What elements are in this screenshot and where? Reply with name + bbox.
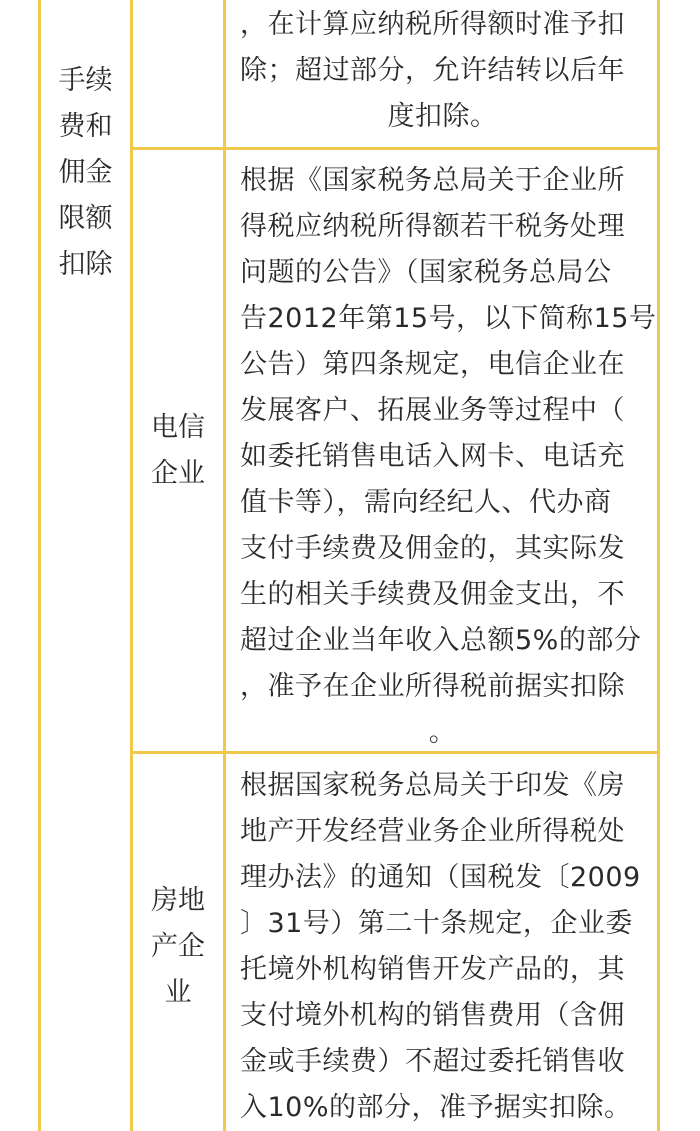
content-line: 度扣除。 [387, 101, 498, 132]
row-label-line: 业 [164, 977, 192, 1008]
content-line: 托境外机构销售开发产品的，其 [240, 954, 625, 985]
content-line: 问题的公告》（国家税务总局公 [240, 257, 612, 288]
content-line: ，准予在企业所得税前据实扣除 [240, 671, 625, 702]
category-label-line: 限额 [58, 203, 113, 234]
content-line: 根据国家税务总局关于印发《房 [240, 770, 625, 801]
category-label-line: 佣金 [58, 157, 113, 188]
content-line: 支付手续费及佣金的，其实际发 [240, 533, 625, 564]
table-row-2-label [133, 878, 223, 1016]
content-line: 理办法》的通知（国税发〔2009 [240, 862, 641, 893]
category-label-line: 费和 [58, 111, 113, 142]
content-line: 发展客户、拓展业务等过程中（ [240, 395, 625, 426]
row-label-line: 企业 [151, 458, 205, 489]
content-line: 如委托销售电话入网卡、电话充 [240, 441, 625, 472]
table-row-0-content [240, 2, 645, 140]
category-label [41, 58, 130, 288]
content-line: 得税应纳税所得额若干税务处理 [240, 211, 625, 242]
content-line: 除；超过部分，允许结转以后年 [240, 55, 625, 86]
content-line: 。 [428, 717, 457, 748]
table-row-2-content [240, 763, 645, 1131]
table-border-right [657, 0, 660, 1131]
table-border-col3 [223, 0, 226, 1131]
content-line: ，在计算应纳税所得额时准予扣 [240, 9, 625, 40]
content-line: 〕31号）第二十条规定，企业委 [240, 908, 633, 939]
content-line: 支付境外机构的销售费用（含佣 [240, 1000, 625, 1031]
row-label-line: 电信 [151, 412, 205, 443]
content-line: 地产开发经营业务企业所得税处 [240, 816, 625, 847]
content-line: 超过企业当年收入总额5%的部分 [240, 625, 642, 656]
content-line: 生的相关手续费及佣金支出，不 [240, 579, 625, 610]
content-line: 公告）第四条规定，电信企业在 [240, 349, 625, 380]
content-line: 告2012年第15号，以下简称15号 [240, 303, 657, 334]
row-label-line: 产企 [151, 931, 205, 962]
table-row-1-label [133, 405, 223, 497]
content-line: 入10%的部分，准予据实扣除。 [240, 1092, 632, 1123]
category-label-line: 扣除 [58, 249, 113, 280]
content-line: 金或手续费）不超过委托销售收 [240, 1046, 625, 1077]
row-divider-1 [130, 147, 660, 150]
table-row-1-content [240, 158, 657, 756]
content-line: 根据《国家税务总局关于企业所 [240, 165, 625, 196]
category-label-line: 手续 [58, 65, 113, 96]
content-line: 值卡等），需向经纪人、代办商 [240, 487, 612, 518]
row-label-line: 房地 [151, 885, 205, 916]
